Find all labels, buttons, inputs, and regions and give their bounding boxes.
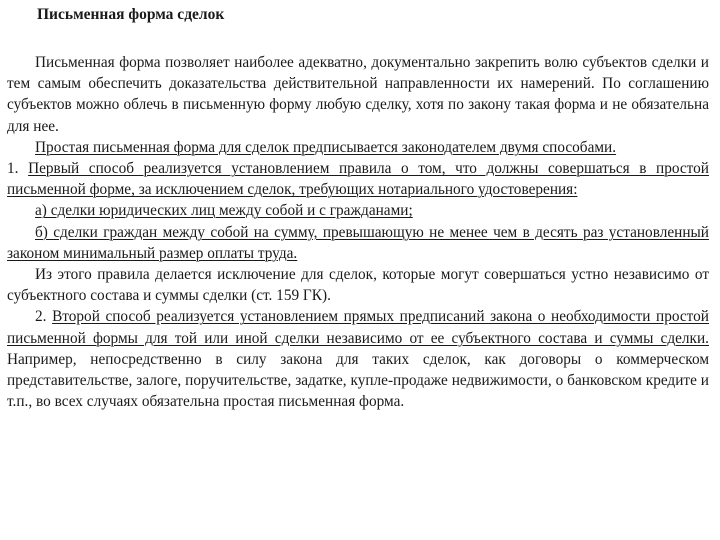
paragraph-intro-text: Письменная форма позволяет наиболее адекватно, документально закрепить волю субъектов сделки и тем самым обеспечить доказательства действительной направленности их намерений. По соглашению субъектов можно облечь в письменную форму любую сделку, хотя по закону такая форма и не обязательна для нее. (7, 54, 709, 135)
exception-text: Из этого правила делается исключение для сделок, которые могут совершаться устно независимо от субъектного состава и суммы сделки (ст. 159 ГК). (7, 266, 709, 305)
second-method-underlined-text: Второй способ реализуется установлением прямых предписаний закона о необходимости простой письменной формы для той или иной сделки независимо от ее субъектного состава и суммы сделки. (7, 308, 709, 347)
paragraph-exception (7, 264, 709, 306)
paragraph-simple-form (7, 137, 709, 158)
item-a-text: а) сделки юридических лиц между собой и с гражданами; (35, 202, 413, 220)
second-method-number: 2. (35, 308, 47, 326)
paragraph-intro (7, 52, 709, 137)
page-title: Письменная форма сделок (37, 6, 225, 23)
paragraph-second-method (7, 306, 709, 412)
second-method-rest-text: Например, непосредственно в силу закона для таких сделок, как договоры о коммерческом представительстве, залоге, поручительстве, задатке, купле-продаже недвижимости, о банковском кредите и т.п., во всех случаях обязательна простая письменная форма. (7, 350, 709, 411)
paragraph-item-a (7, 200, 709, 221)
paragraph-simple-form-text: Простая письменная форма для сделок предписывается законодателем двумя способами. (35, 138, 617, 156)
paragraph-item-b (7, 222, 709, 264)
first-method-number: 1. (7, 160, 19, 178)
paragraph-first-method (7, 158, 709, 200)
first-method-text: Первый способ реализуется установлением правила о том, что должны совершаться в простой письменной форме, за исключением сделок, требующих нотариального удостоверения: (7, 160, 709, 199)
document-body (7, 52, 709, 412)
item-b-text: б) сделки граждан между собой на сумму, превышающую не менее чем в десять раз установленный законом минимальный размер оплаты труда. (7, 223, 709, 262)
